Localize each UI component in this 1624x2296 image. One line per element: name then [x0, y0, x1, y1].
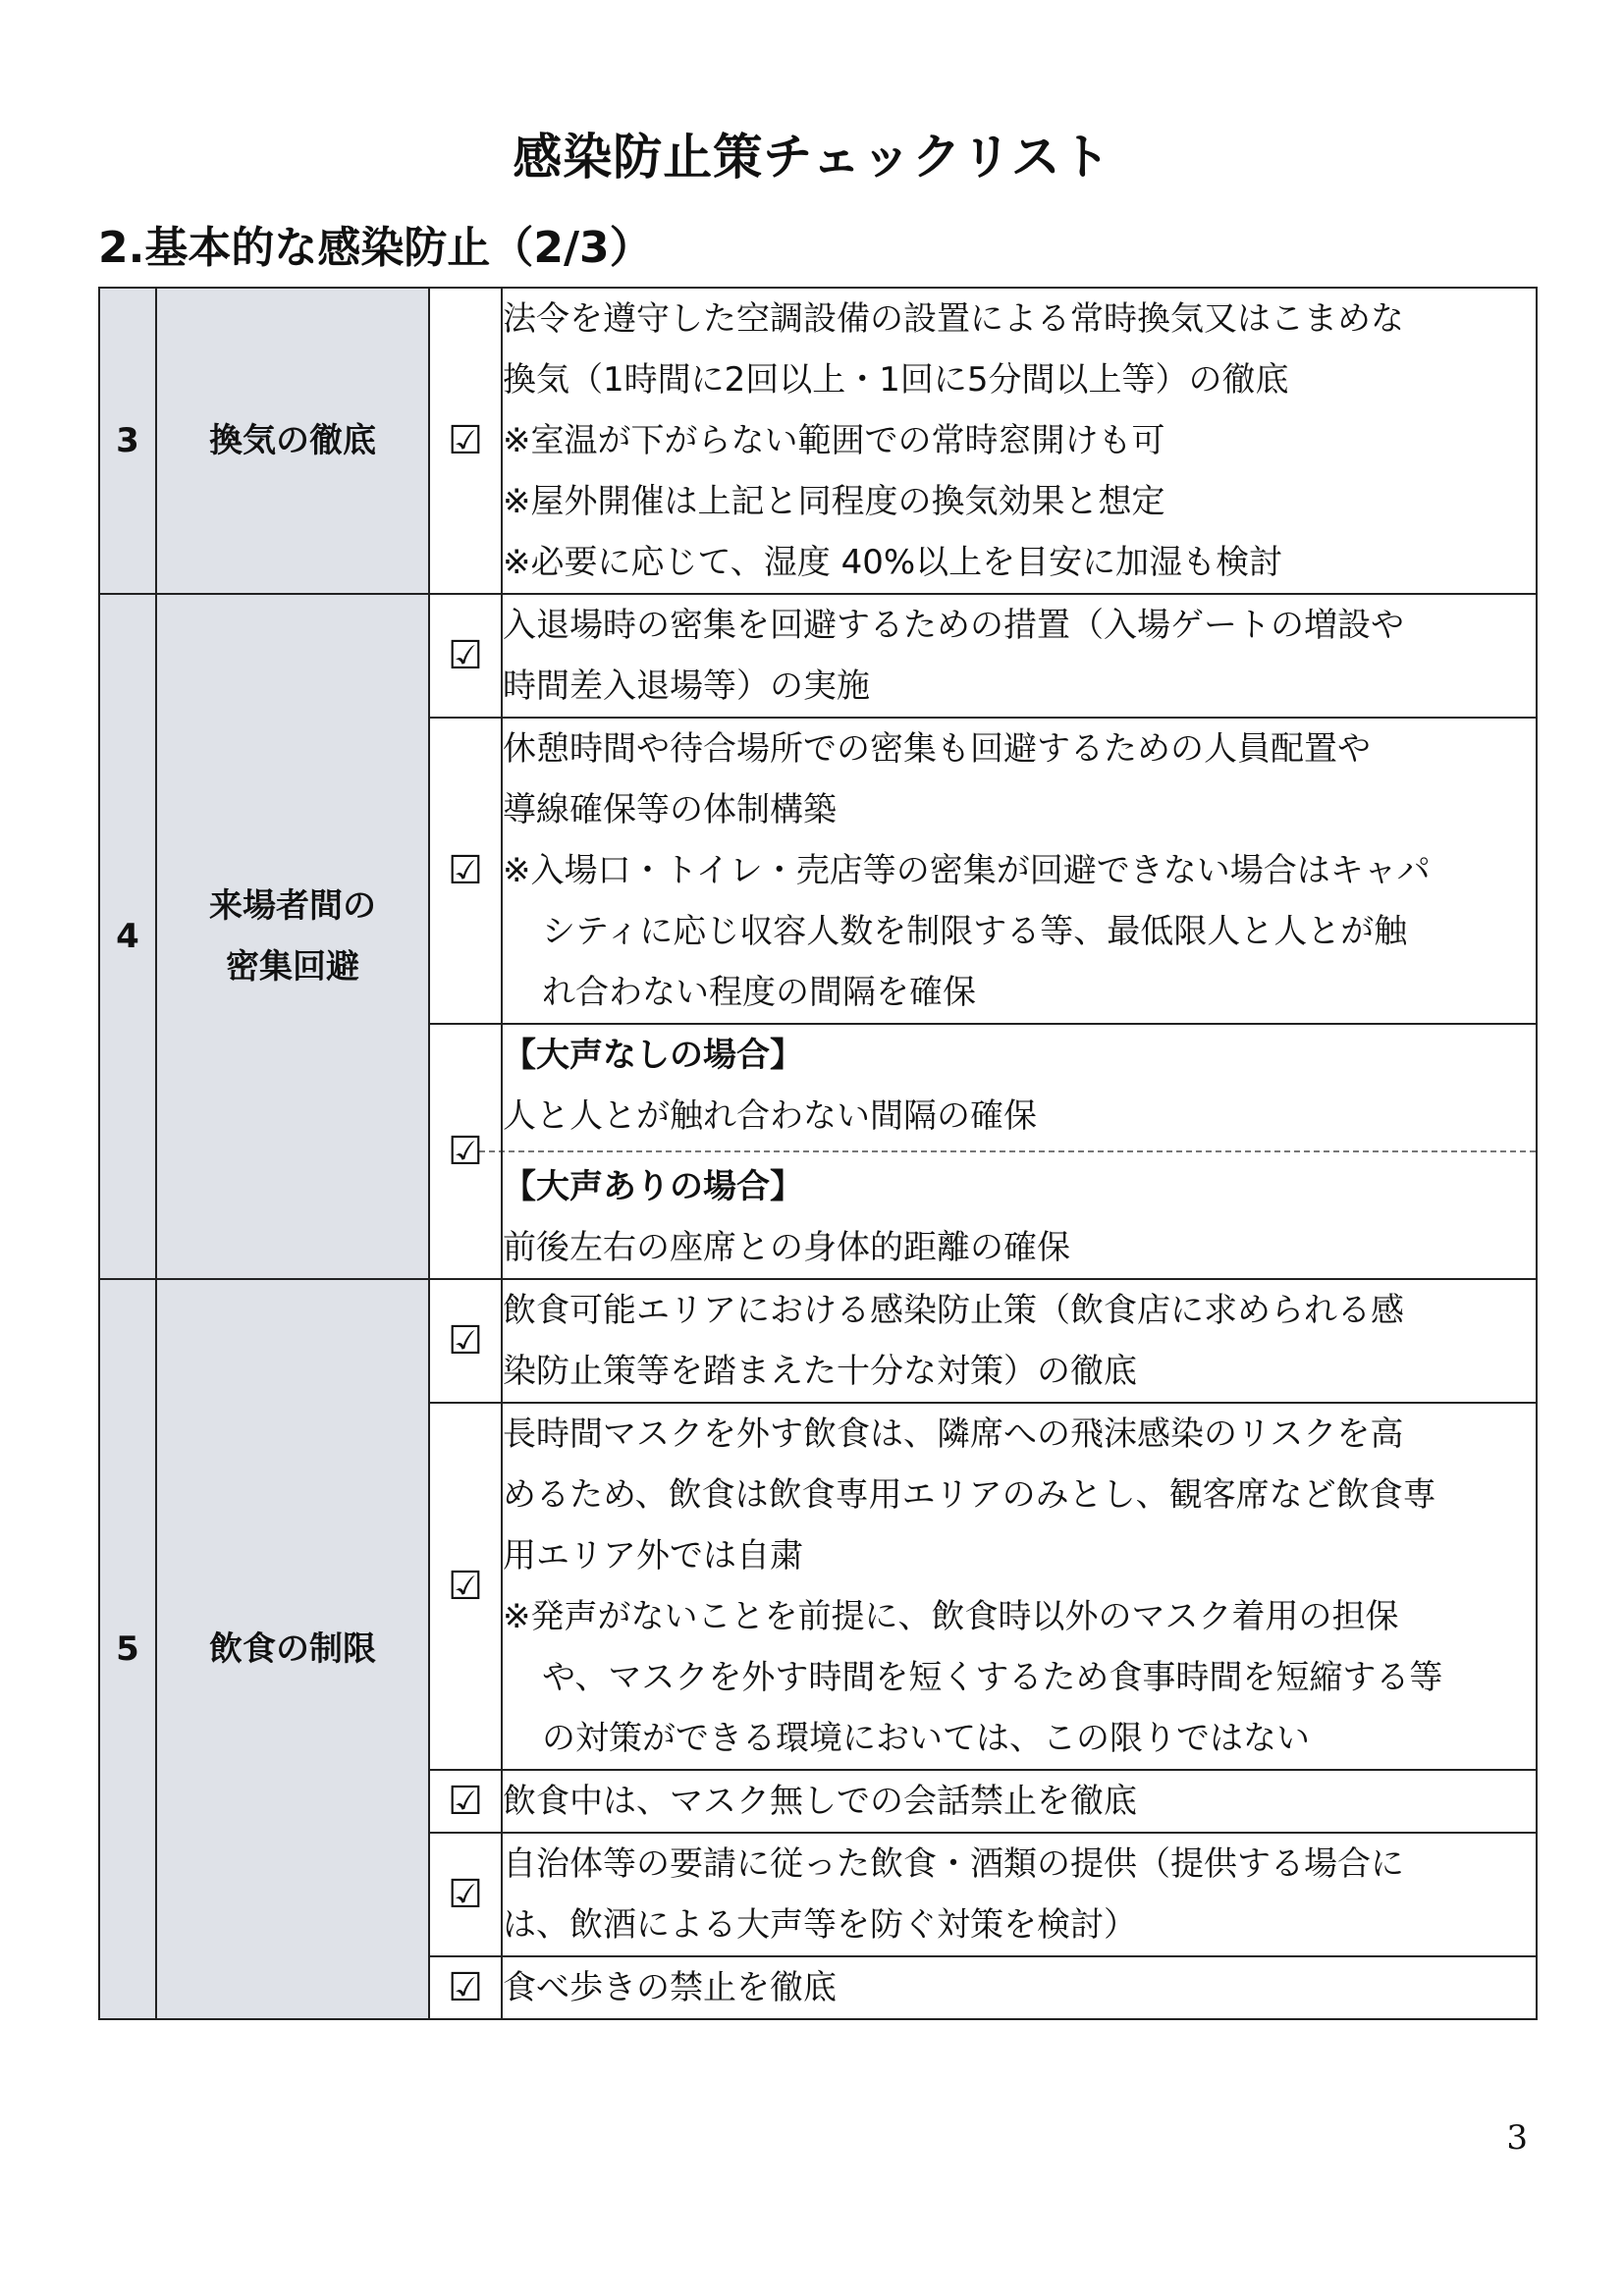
page-title: 感染防止策チェックリスト [513, 129, 1111, 186]
checkbox-icon[interactable]: ☑ [429, 1833, 502, 1956]
check-text: 【大声なしの場合】 人と人とが触れ合わない間隔の確保 【大声ありの場合】 前後左右の座席との身体的距離の確保 [502, 1024, 1537, 1279]
checkbox-icon[interactable]: ☑ [429, 288, 502, 594]
checkbox-icon[interactable]: ☑ [429, 1770, 502, 1833]
checkbox-icon[interactable]: ☑ [429, 1403, 502, 1770]
checklist-table [98, 287, 1538, 2020]
item-number: 4 [99, 594, 156, 1279]
checklist-row [99, 594, 1537, 718]
item-name: 換気の徹底 [156, 288, 429, 594]
section-heading: 2.基本的な感染防止（2/3） [98, 223, 653, 273]
check-text: 法令を遵守した空調設備の設置による常時換気又はこまめな 換気（1時間に2回以上・1回に5分間以上等）の徹底 ※室温が下がらない範囲での常時窓開けも可 ※屋外開催は上記と同程度の換気効果と想定 ※必要に応じて、湿度 40%以上を目安に加湿も検討 [502, 288, 1537, 594]
check-text: 入退場時の密集を回避するための措置（入場ゲートの増設や 時間差入退場等）の実施 [502, 594, 1537, 718]
checklist-row [99, 288, 1537, 594]
case-heading-loud: 【大声ありの場合】 [503, 1167, 803, 1206]
check-text: 長時間マスクを外す飲食は、隣席への飛沫感染のリスクを高 めるため、飲食は飲食専用エリアのみとし、観客席など飲食専 用エリア外では自粛 ※発声がないことを前提に、飲食時以外のマスク着用の担保 や、マスクを外す時間を短くするため食事時間を短縮する等 の対策ができる環境においては、この限りではない [502, 1403, 1537, 1770]
checkbox-icon[interactable]: ☑ [429, 1024, 502, 1279]
item-name: 飲食の制限 [156, 1279, 429, 2019]
page-number: 3 [1506, 2118, 1528, 2158]
check-text: 飲食可能エリアにおける感染防止策（飲食店に求められる感 染防止策等を踏まえた十分な対策）の徹底 [502, 1279, 1537, 1403]
dashed-divider [479, 1150, 1536, 1152]
checkbox-icon[interactable]: ☑ [429, 1279, 502, 1403]
check-text: 休憩時間や待合場所での密集も回避するための人員配置や 導線確保等の体制構築 ※入場口・トイレ・売店等の密集が回避できない場合はキャパ シティに応じ収容人数を制限する等、最低限人と人とが触 れ合わない程度の間隔を確保 [502, 718, 1537, 1024]
item-number: 3 [99, 288, 156, 594]
item-number: 5 [99, 1279, 156, 2019]
check-text: 食べ歩きの禁止を徹底 [502, 1956, 1537, 2019]
checklist-row [99, 1279, 1537, 1403]
checkbox-icon[interactable]: ☑ [429, 1956, 502, 2019]
case-heading-quiet: 【大声なしの場合】 [503, 1036, 803, 1075]
checkbox-icon[interactable]: ☑ [429, 594, 502, 718]
checkbox-icon[interactable]: ☑ [429, 718, 502, 1024]
check-text: 飲食中は、マスク無しでの会話禁止を徹底 [502, 1770, 1537, 1833]
check-text: 自治体等の要請に従った飲食・酒類の提供（提供する場合に は、飲酒による大声等を防ぐ対策を検討） [502, 1833, 1537, 1956]
item-name: 来場者間の 密集回避 [156, 594, 429, 1279]
